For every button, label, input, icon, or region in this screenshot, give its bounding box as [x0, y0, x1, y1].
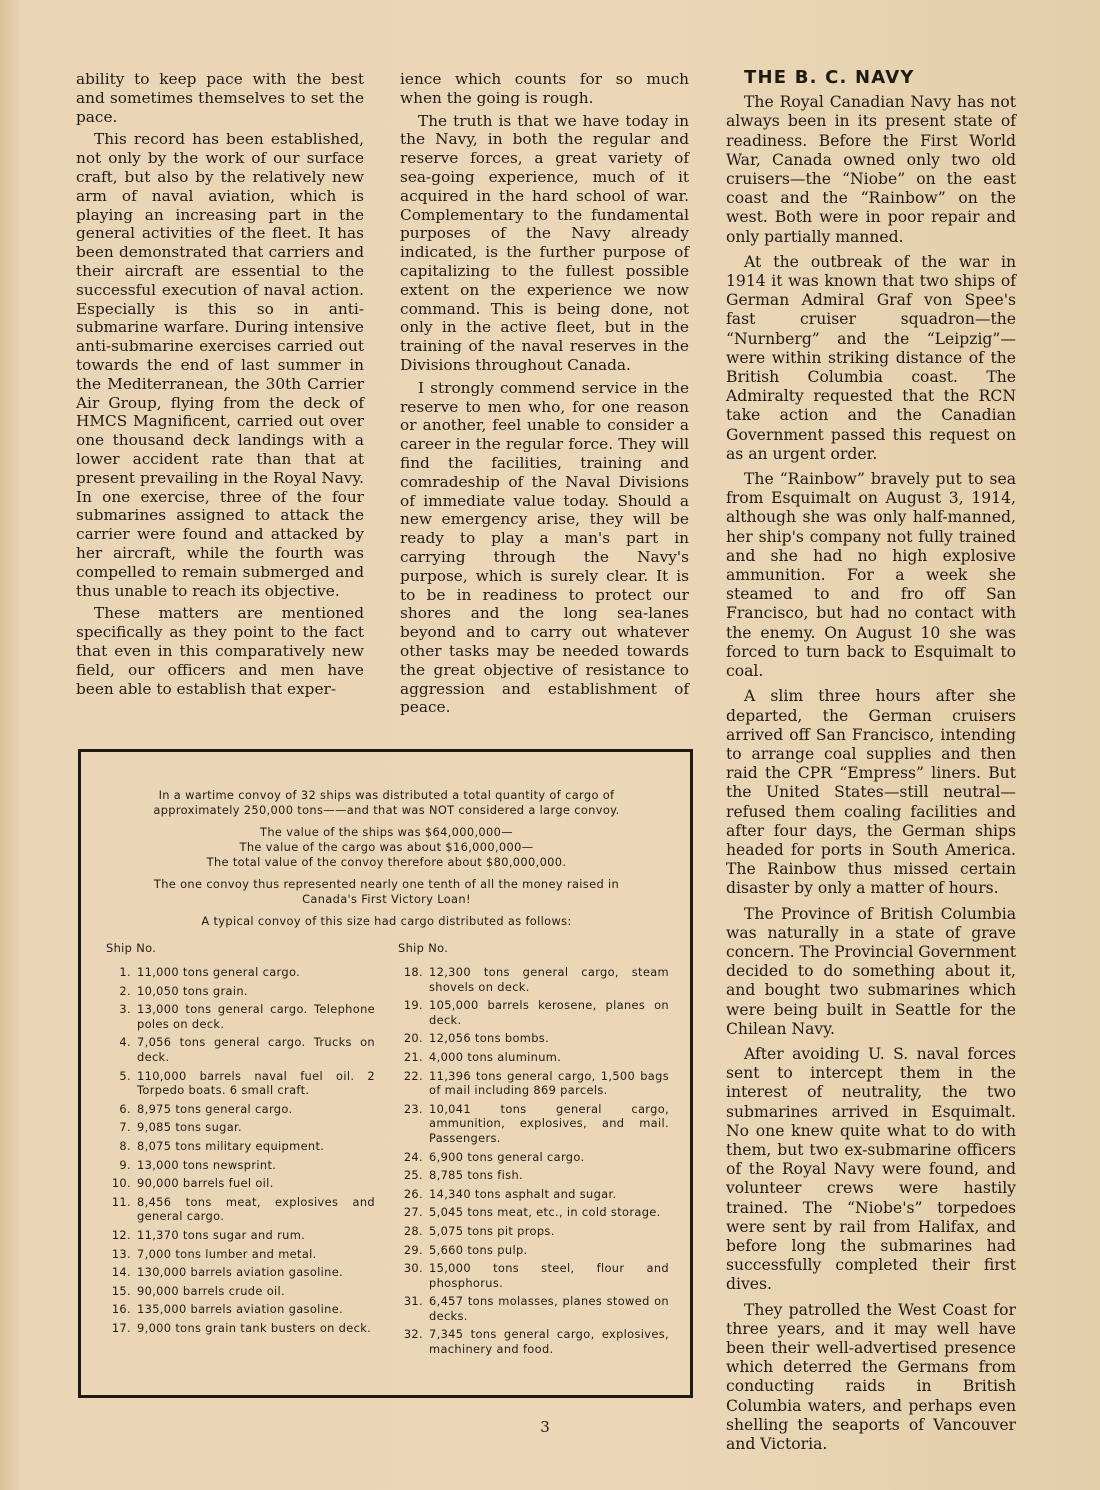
ship-number: 19. — [403, 998, 423, 1013]
ship-cargo: 10,050 tons grain. — [137, 983, 248, 998]
paragraph: At the outbreak of the war in 1914 it was known that two ships of German Admiral Graf von Spee's fast cruiser squadron—the “Nurnberg” and the “Leipzig”—were within striking distance of the British Columbia coast. The Admiralty requested that the RCN take action and the Canadian Government passed this request on as an urgent order. — [726, 252, 1016, 463]
ship-cargo: 7,000 tons lumber and metal. — [137, 1246, 317, 1261]
ship-number: 14. — [111, 1265, 131, 1280]
ship-row — [103, 984, 375, 999]
ship-cargo: 8,456 tons meat, explosives and general cargo. — [137, 1194, 375, 1224]
ship-cargo: 5,045 tons meat, etc., in cold storage. — [429, 1205, 661, 1220]
ship-number: 15. — [111, 1283, 131, 1298]
ship-list-left — [103, 941, 375, 1339]
ship-number: 24. — [403, 1149, 423, 1164]
paragraph: The Royal Canadian Navy has not always been in its present state of readiness. Before the First World War, Canada owned only two old cruisers—the “Niobe” on the east coast and the “Rainbow” on the west. Both were in poor repair and only partially manned. — [726, 93, 1016, 246]
ship-column-header: Ship No. — [398, 941, 449, 955]
ship-cargo: 135,000 barrels aviation gasoline. — [137, 1302, 344, 1317]
convoy-loan-note — [103, 877, 670, 907]
ship-row — [395, 998, 669, 1027]
ship-row — [395, 1327, 669, 1356]
ship-row — [395, 1243, 669, 1258]
convoy-value-line: The value of the ships was $64,000,000— — [260, 825, 513, 839]
ship-cargo: 10,041 tons general cargo, ammunition, explosives, and mail. Passengers. — [429, 1101, 669, 1145]
ship-row — [395, 1150, 669, 1165]
ship-cargo: 6,457 tons molasses, planes stowed on decks. — [429, 1294, 669, 1323]
ship-row — [103, 1195, 375, 1224]
ship-number: 10. — [111, 1176, 131, 1191]
paragraph: The Province of British Columbia was naturally in a state of grave concern. The Provincial Government decided to do something about it, and bought two submarines which were being built in Seattle for the Chilean Navy. — [726, 904, 1017, 1038]
ship-column-header: Ship No. — [106, 941, 157, 955]
page-number: 3 — [540, 1418, 550, 1436]
ship-row — [395, 1205, 669, 1220]
ship-row — [395, 1031, 669, 1046]
paragraph: ability to keep pace with the best and sometimes themselves to set the pace. — [76, 70, 364, 126]
ship-number: 28. — [403, 1223, 423, 1238]
convoy-sidebar-box — [78, 749, 693, 1398]
ship-number: 21. — [403, 1049, 423, 1064]
ship-number: 30. — [403, 1261, 423, 1276]
ship-row — [103, 1247, 375, 1262]
ship-row — [103, 1158, 375, 1173]
ship-number: 31. — [403, 1294, 423, 1309]
ship-number: 12. — [111, 1227, 131, 1242]
convoy-values — [103, 825, 670, 870]
ship-cargo: 90,000 barrels crude oil. — [137, 1283, 286, 1298]
ship-row — [103, 1228, 375, 1243]
ship-cargo: 15,000 tons steel, flour and phosphorus. — [429, 1261, 669, 1290]
ship-number: 11. — [111, 1194, 131, 1209]
ship-row — [395, 1050, 669, 1065]
ship-row — [103, 1139, 375, 1154]
ship-number: 27. — [403, 1205, 423, 1220]
ship-cargo: 7,345 tons general cargo, explosives, machinery and food. — [429, 1327, 669, 1357]
ship-number: 2. — [119, 983, 131, 998]
convoy-loan-line: The one convoy thus represented nearly one tenth of all the money raised in — [153, 877, 620, 891]
ship-row — [103, 1321, 375, 1336]
paragraph: They patrolled the West Coast for three years, and it may well have been their well-advertised presence which deterred the Germans from conducting raids in British Columbia waters, and perhaps even shelling the seaports of Vancouver and Victoria. — [726, 1300, 1016, 1454]
ship-row — [103, 1120, 375, 1135]
article-column-2 — [400, 70, 689, 721]
ship-cargo: 11,396 tons general cargo, 1,500 bags of mail including 869 parcels. — [429, 1068, 669, 1098]
ship-cargo: 4,000 tons aluminum. — [429, 1049, 562, 1064]
ship-row — [103, 1265, 375, 1280]
ship-row — [103, 1069, 375, 1098]
ship-number: 3. — [119, 1002, 131, 1017]
ship-row — [395, 965, 669, 994]
ship-row — [103, 1102, 375, 1117]
ship-row — [103, 1302, 375, 1317]
ship-row — [395, 1069, 669, 1098]
paragraph: ience which counts for so much when the going is rough. — [400, 70, 689, 107]
ship-row — [395, 1294, 669, 1323]
ship-cargo: 5,660 tons pulp. — [429, 1242, 528, 1257]
article-column-1 — [76, 70, 364, 702]
ship-number: 9. — [119, 1157, 131, 1172]
article-column-3 — [726, 68, 1016, 1460]
paragraph: A slim three hours after she departed, the German cruisers arrived off San Francisco, intending to arrange coal supplies and then raid the CPR “Empress” liners. But the United States—still neutral—refused them coaling facilities and after four days, the German ships headed for ports in South America. The Rainbow thus missed certain disaster by only a matter of hours. — [726, 687, 1016, 898]
ship-row — [103, 1002, 375, 1031]
ship-row — [395, 1102, 669, 1146]
ship-row — [395, 1187, 669, 1202]
paragraph: The “Rainbow” bravely put to sea from Esquimalt on August 3, 1914, although she was only half-manned, her ship's company not fully trained and she had no high explosive ammunition. For a week she steamed to and fro off San Francisco, but had no contact with the enemy. On August 10 she was forced to turn back to Esquimalt to coal. — [726, 470, 1016, 681]
ship-row — [395, 1224, 669, 1239]
ship-row — [395, 1261, 669, 1290]
ship-number: 16. — [111, 1302, 131, 1317]
ship-number: 22. — [403, 1068, 423, 1083]
ship-cargo: 11,370 tons sugar and rum. — [137, 1227, 306, 1242]
paragraph: These matters are mentioned specifically as they point to the fact that even in this comparatively new field, our officers and men have been able to establish that exper- — [76, 604, 364, 698]
ship-number: 4. — [119, 1035, 131, 1050]
ship-cargo: 8,785 tons fish. — [429, 1168, 523, 1183]
ship-number: 8. — [119, 1138, 131, 1153]
ship-cargo: 110,000 barrels naval fuel oil. 2 Torpedo boats. 6 small craft. — [137, 1068, 375, 1098]
ship-row — [103, 1176, 375, 1191]
ship-cargo: 11,000 tons general cargo. — [137, 965, 301, 979]
ship-number: 13. — [111, 1246, 131, 1261]
ship-number: 7. — [119, 1120, 131, 1135]
ship-number: 5. — [119, 1068, 131, 1083]
ship-row — [103, 965, 375, 980]
convoy-loan-line: Canada's First Victory Loan! — [302, 892, 471, 906]
ship-number: 29. — [403, 1242, 423, 1257]
paragraph: After avoiding U. S. naval forces sent to intercept them in the interest of neutrality, the two submarines arrived in Esquimalt. No one knew quite what to do with them, but two ex-submarine officers of the Royal Navy were found, and volunteer crews were hastily trained. The “Niobe's” torpedoes were sent by rail from Halifax, and before long the submarines had successfully completed their first dives. — [726, 1044, 1016, 1294]
ship-row — [395, 1168, 669, 1183]
ship-row — [103, 1284, 375, 1299]
paragraph: I strongly commend service in the reserve to men who, for one reason or another, feel unable to consider a career in the regular force. They will find the facilities, training and comradeship of the Naval Divisions of immediate value today. Should a new emergency arise, they will be ready to play a man's part in carrying through the Navy's purpose, which is surely clear. It is to be in readiness to protect our shores and the long sea-lanes beyond and to carry out whatever other tasks may be needed towards the great objective of resistance to aggression and establishment of peace. — [400, 378, 689, 717]
ship-number: 20. — [403, 1031, 423, 1046]
ship-cargo: 13,000 tons newsprint. — [137, 1157, 277, 1172]
ship-number: 1. — [119, 965, 131, 979]
ship-number: 23. — [403, 1101, 423, 1116]
ship-cargo: 7,056 tons general cargo. Trucks on deck. — [137, 1035, 375, 1064]
ship-number: 17. — [111, 1320, 131, 1335]
convoy-intro-line: In a wartime convoy of 32 ships was distributed a total quantity of cargo of — [158, 788, 615, 802]
paragraph: This record has been established, not only by the work of our surface craft, but also by the relatively new arm of naval aviation, which is playing an increasing part in the general activities of the fleet. It has been demonstrated that carriers and their aircraft are essential to the successful execution of naval action. Especially is this so in anti-submarine warfare. During intensive anti-submarine exercises carried out towards the end of last summer in the Mediterranean, the 30th Carrier Air Group, flying from the deck of HMCS Magnificent, carried out over one thousand deck landings with a lower accident rate than that at present prevailing in the Royal Navy. In one exercise, three of the four submarines assigned to attack the carrier were found and attacked by her aircraft, while the fourth was compelled to remain submerged and thus unable to reach its objective. — [76, 130, 364, 600]
convoy-typical-heading: A typical convoy of this size had cargo distributed as follows: — [201, 914, 572, 928]
ship-row — [103, 1035, 375, 1064]
convoy-intro-line: approximately 250,000 tons——and that was NOT considered a large convoy. — [153, 803, 620, 817]
ship-list-right — [395, 941, 669, 1361]
ship-cargo: 8,975 tons general cargo. — [137, 1101, 293, 1116]
convoy-value-line: The total value of the convoy therefore about $80,000,000. — [206, 855, 567, 869]
ship-cargo: 12,300 tons general cargo, steam shovels on deck. — [429, 965, 669, 994]
ship-cargo: 105,000 barrels kerosene, planes on deck. — [429, 998, 669, 1027]
paragraph: The truth is that we have today in the Navy, in both the regular and reserve forces, a great variety of sea-going experience, much of it acquired in the hard school of war. Complementary to the fundamental purposes of the Navy already indicated, is the further purpose of capitalizing to the fullest possible extent on the experience we now command. This is being done, not only in the active fleet, but in the training of the naval reserves in the Divisions throughout Canada. — [400, 111, 689, 374]
ship-cargo: 9,000 tons grain tank busters on deck. — [137, 1320, 372, 1335]
ship-cargo: 5,075 tons pit props. — [429, 1223, 555, 1238]
convoy-value-line: The value of the cargo was about $16,000,000— — [239, 840, 534, 854]
ship-cargo: 13,000 tons general cargo. Telephone poles on deck. — [137, 1002, 375, 1031]
ship-cargo: 130,000 barrels aviation gasoline. — [137, 1265, 344, 1280]
ship-cargo: 8,075 tons military equipment. — [137, 1138, 325, 1153]
ship-number: 18. — [403, 965, 423, 979]
section-title: THE B. C. NAVY — [744, 67, 915, 88]
ship-cargo: 9,085 tons sugar. — [137, 1120, 243, 1135]
ship-cargo: 6,900 tons general cargo. — [429, 1149, 585, 1164]
convoy-intro — [103, 788, 670, 818]
ship-number: 25. — [403, 1168, 423, 1183]
ship-cargo: 90,000 barrels fuel oil. — [137, 1176, 274, 1191]
ship-cargo: 12,056 tons bombs. — [429, 1031, 550, 1046]
ship-number: 32. — [403, 1327, 423, 1342]
ship-number: 26. — [403, 1186, 423, 1201]
ship-number: 6. — [119, 1101, 131, 1116]
ship-cargo: 14,340 tons asphalt and sugar. — [429, 1186, 617, 1201]
